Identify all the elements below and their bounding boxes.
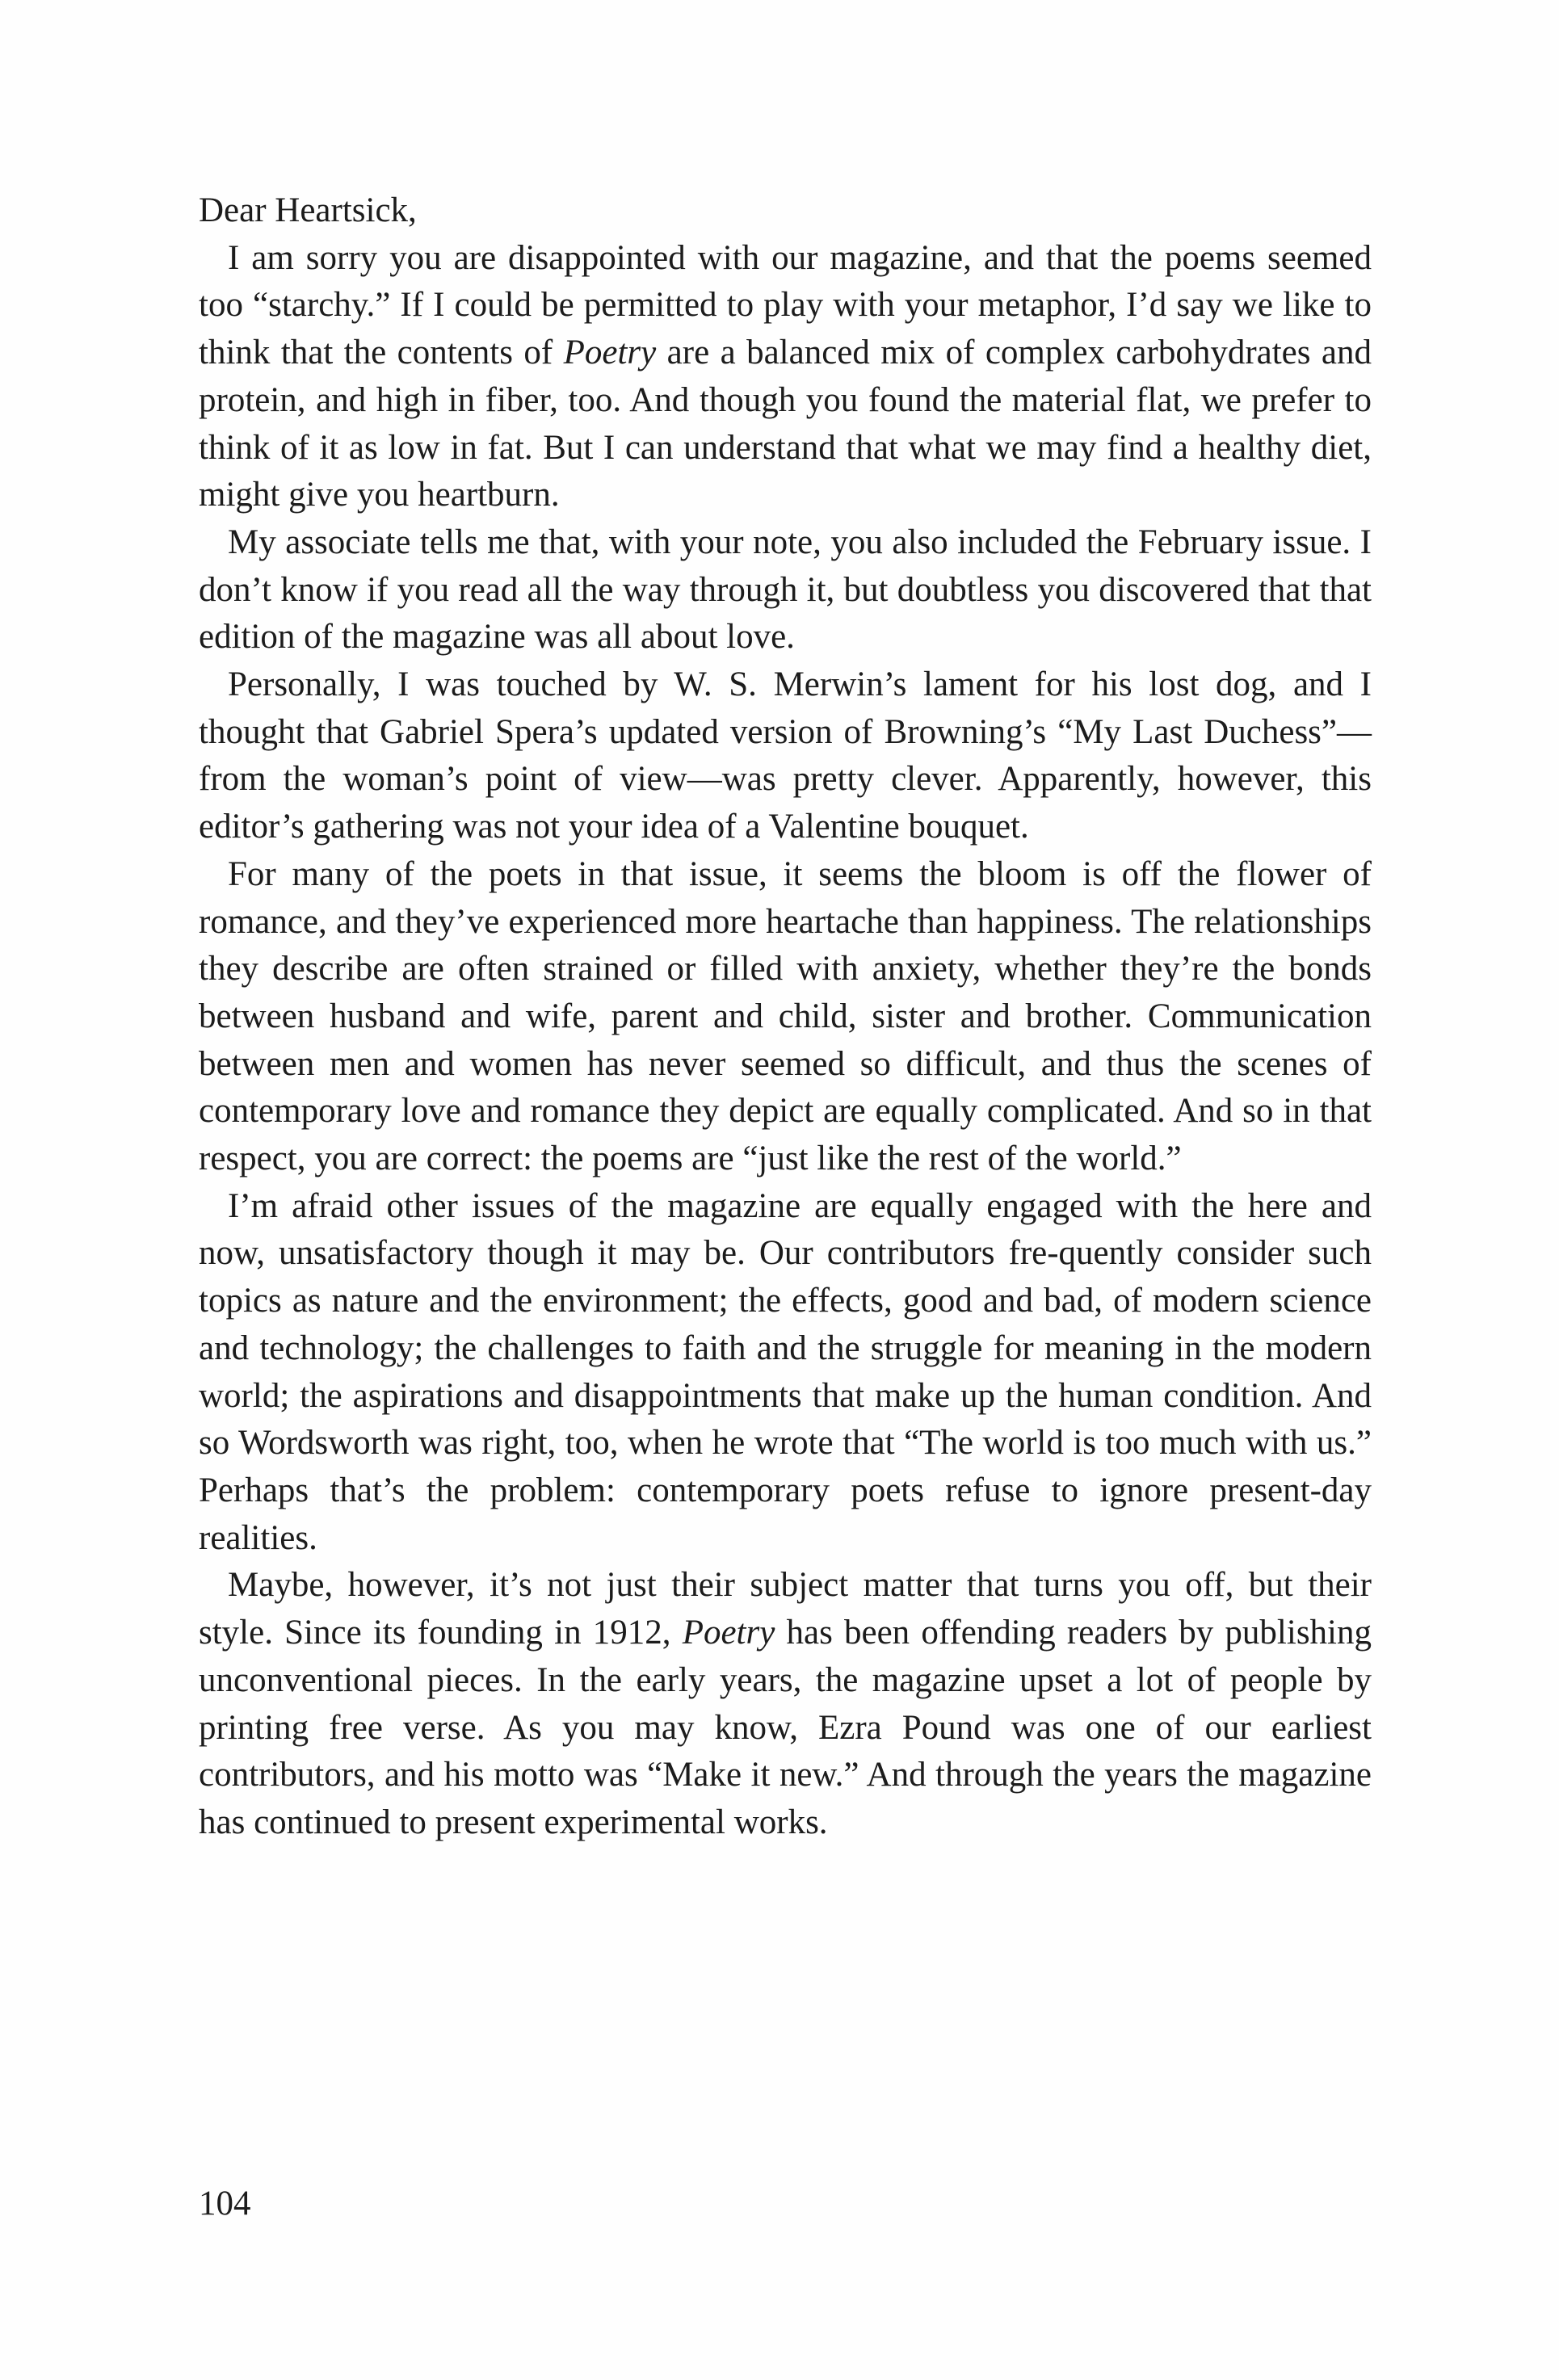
paragraph-6-part-3: has been offending readers by publishing unconventional pieces. In the early years, the magazine upset a lot of people by printing free verse. As you may know, Ezra Pound was one of our earliest contributors, and his motto was “Make it new.” And through the years the magazine has continued to present experimental works. (199, 1614, 1372, 1841)
paragraph-5-text: I’m afraid other issues of the magazine are equally engaged with the here and now, unsatisfactory though it may be. Our contributors fre-quently consider such topics as nature and the environment; the effects, good and bad, of modern science and technology; the challenges to faith and the struggle for meaning in the modern world; the aspirations and disappointments that make up the human condition. And so Wordsworth was right, too, when he wrote that “The world is too much with us.” Perhaps that’s the problem: contemporary poets refuse to ignore present-day realities. (199, 1186, 1372, 1557)
paragraph-5 (199, 1183, 1372, 1563)
paragraph-1-part-1: I am sorry you are disappointed with our magazine, and that the poems seemed too “starchy.” If I could be permitted to play with your metaphor, I’d say we like to think that the contents of (199, 238, 1372, 372)
paragraph-2-text: My associate tells me that, with your note, you also included the February issue. I don’t know if you read all the way through it, but doubtless you discovered that that edition of the magazine was all about love. (199, 523, 1372, 657)
paragraph-1-part-3: are a balanced mix of complex carbohydrates and protein, and high in fiber, too. And though you found the material flat, we prefer to think of it as low in fat. But I can understand that what we may find a healthy diet, might give you heartburn. (199, 334, 1372, 514)
paragraph-3 (199, 661, 1372, 851)
page-number: 104 (199, 2185, 251, 2223)
paragraph-2 (199, 519, 1372, 661)
paragraph-6 (199, 1562, 1372, 1846)
letter-body (199, 187, 1372, 1847)
paragraph-4-text: For many of the poets in that issue, it seems the bloom is off the flower of romance, and they’ve experienced more heartache than happiness. The relationships they describe are often strained or filled with anxiety, whether they’re the bonds between husband and wife, parent and child, sister and brother. Communication between men and women has never seemed so difficult, and thus the scenes of contemporary love and romance they depict are equally complicated. And so in that respect, you are correct: the poems are “just like the rest of the world.” (199, 854, 1372, 1178)
salutation: Dear Heartsick, (199, 191, 417, 229)
magazine-title: Poetry (563, 334, 657, 372)
paragraph-3-text: Personally, I was touched by W. S. Merwin’s lament for his lost dog, and I thought that Gabriel Spera’s updated version of Browning’s “My Last Duchess”—from the woman’s point of view—was pretty clever. Apparently, however, this editor’s gathering was not your idea of a Valentine bouquet. (199, 665, 1372, 846)
paragraph-1 (199, 235, 1372, 519)
paragraph-6-part-1: Maybe, however, it’s not just their subject matter that turns you off, but their style. Since its founding in 1912, (199, 1566, 1372, 1652)
paragraph-4 (199, 851, 1372, 1183)
magazine-title: Poetry (682, 1614, 775, 1652)
